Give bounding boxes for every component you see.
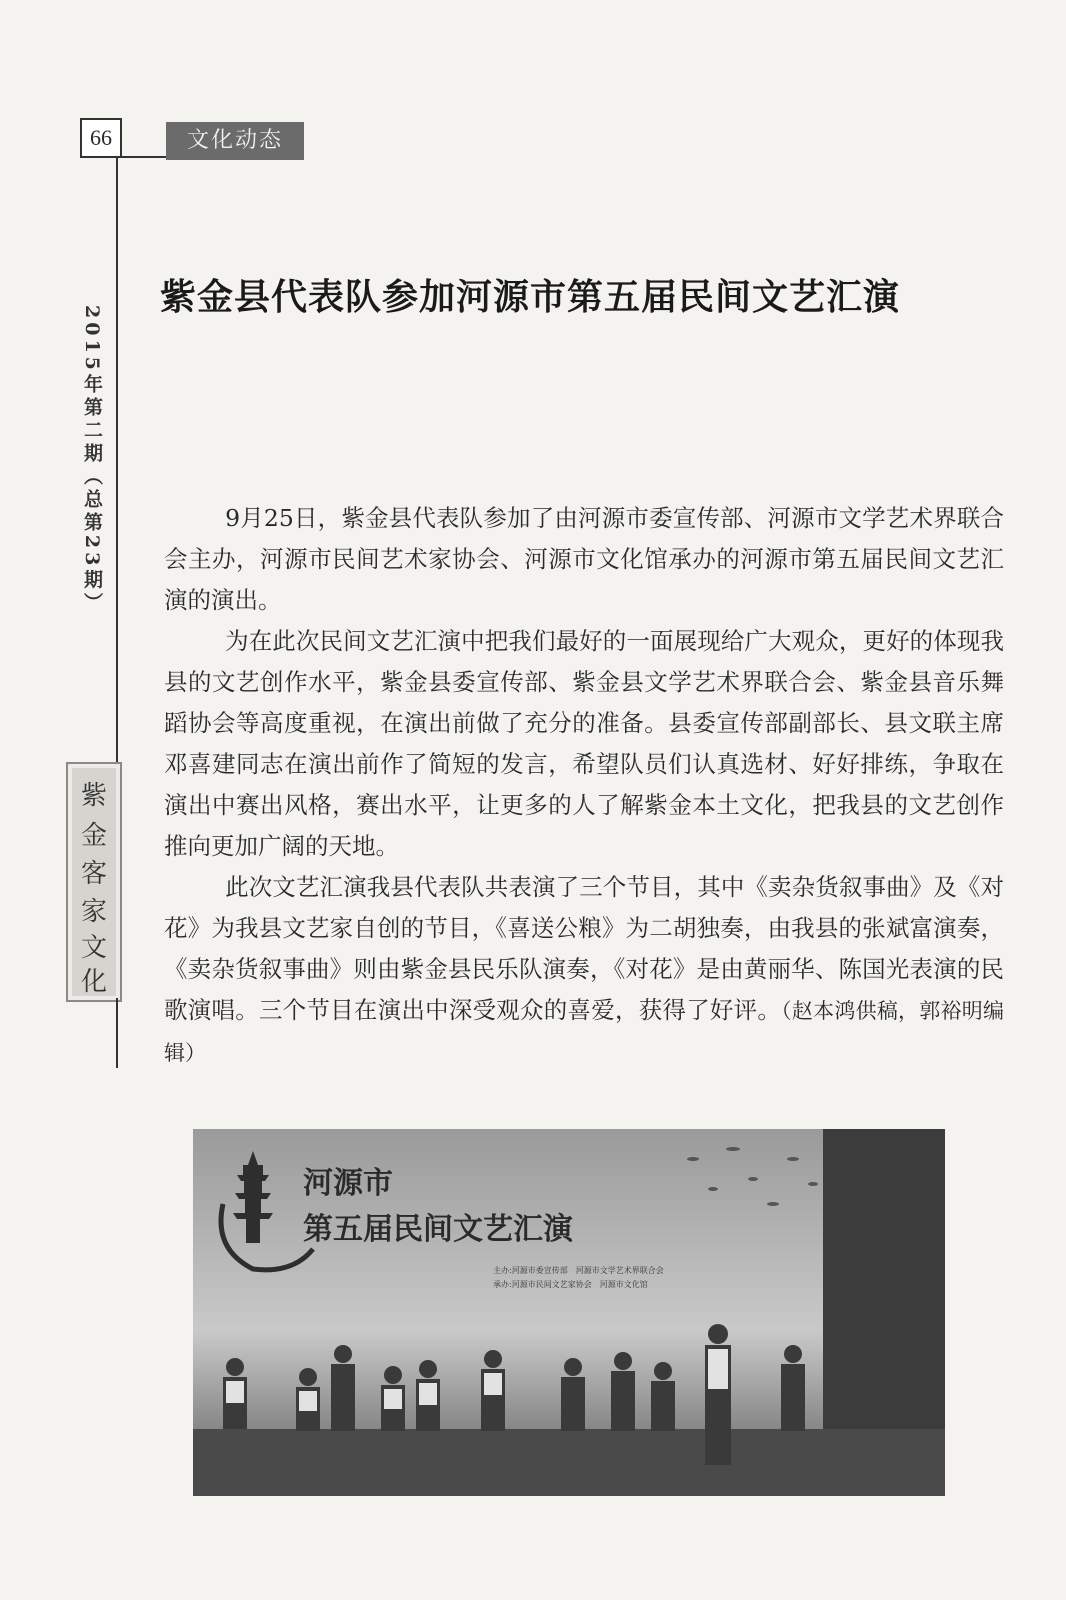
emblem-char: 化 [80, 967, 108, 997]
paragraph [164, 867, 1004, 1074]
banner-organizer: 主办:河源市委宣传部 河源市文学艺术界联合会 [493, 1266, 664, 1275]
paragraph: 为在此次民间文艺汇演中把我们最好的一面展现给广大观众，更好的体现我县的文艺创作水平，紫金县委宣传部、紫金县文学艺术界联合会、紫金县音乐舞蹈协会等高度重视，在演出前做了充分的准备。县委宣传部副部长、县文联主席邓喜建同志在演出前作了简短的发言，希望队员们认真选材、好好排练，争取在演出中赛出风格，赛出水平，让更多的人了解紫金本土文化，把我县的文艺创作推向更加广阔的天地。 [164, 627, 1004, 860]
banner-organizer: 承办:河源市民间文艺家协会 河源市文化馆 [493, 1280, 648, 1289]
calligraphy-emblem-icon [68, 764, 120, 1000]
article-title: 紫金县代表队参加河源市第五届民间文艺汇演 [160, 277, 901, 318]
article-credit: （赵本鸿供稿，郭裕明编辑） [164, 999, 1005, 1065]
emblem-char: 文 [80, 933, 108, 963]
article-body [164, 498, 1004, 1074]
stage-photo-icon [193, 1129, 945, 1496]
emblem-char: 金 [80, 821, 108, 851]
paragraph-text: 此次文艺汇演我县代表队共表演了三个节目，其中《卖杂货叙事曲》及《对花》为我县文艺家自创的节目，《喜送公粮》为二胡独奏，由我县的张斌富演奏，《卖杂货叙事曲》则由紫金县民乐队演奏，《对花》是由黄丽华、陈国光表演的民歌演唱。三个节目在演出中深受观众的喜爱，获得了好评。 [164, 873, 1004, 1024]
performance-photo [193, 1129, 945, 1496]
banner-subtitle: 第五届民间文艺汇演 [303, 1212, 573, 1247]
issue-info: 2015年第二期（总第23期） [81, 305, 103, 616]
emblem-char: 家 [80, 897, 108, 927]
banner-title: 河源市 [303, 1166, 393, 1201]
emblem-char: 客 [80, 859, 108, 889]
page-number: 66 [80, 118, 122, 158]
paragraph: 9月25日，紫金县代表队参加了由河源市委宣传部、河源市文学艺术界联合会主办，河源市民间艺术家协会、河源市文化馆承办的河源市第五届民间文艺汇演的演出。 [164, 504, 1004, 614]
header-rule [118, 156, 166, 158]
side-rule-bottom [116, 998, 118, 1068]
magazine-emblem [66, 762, 122, 1002]
section-label: 文化动态 [166, 122, 304, 160]
emblem-char: 紫 [80, 781, 108, 811]
side-rule-top [116, 156, 118, 766]
